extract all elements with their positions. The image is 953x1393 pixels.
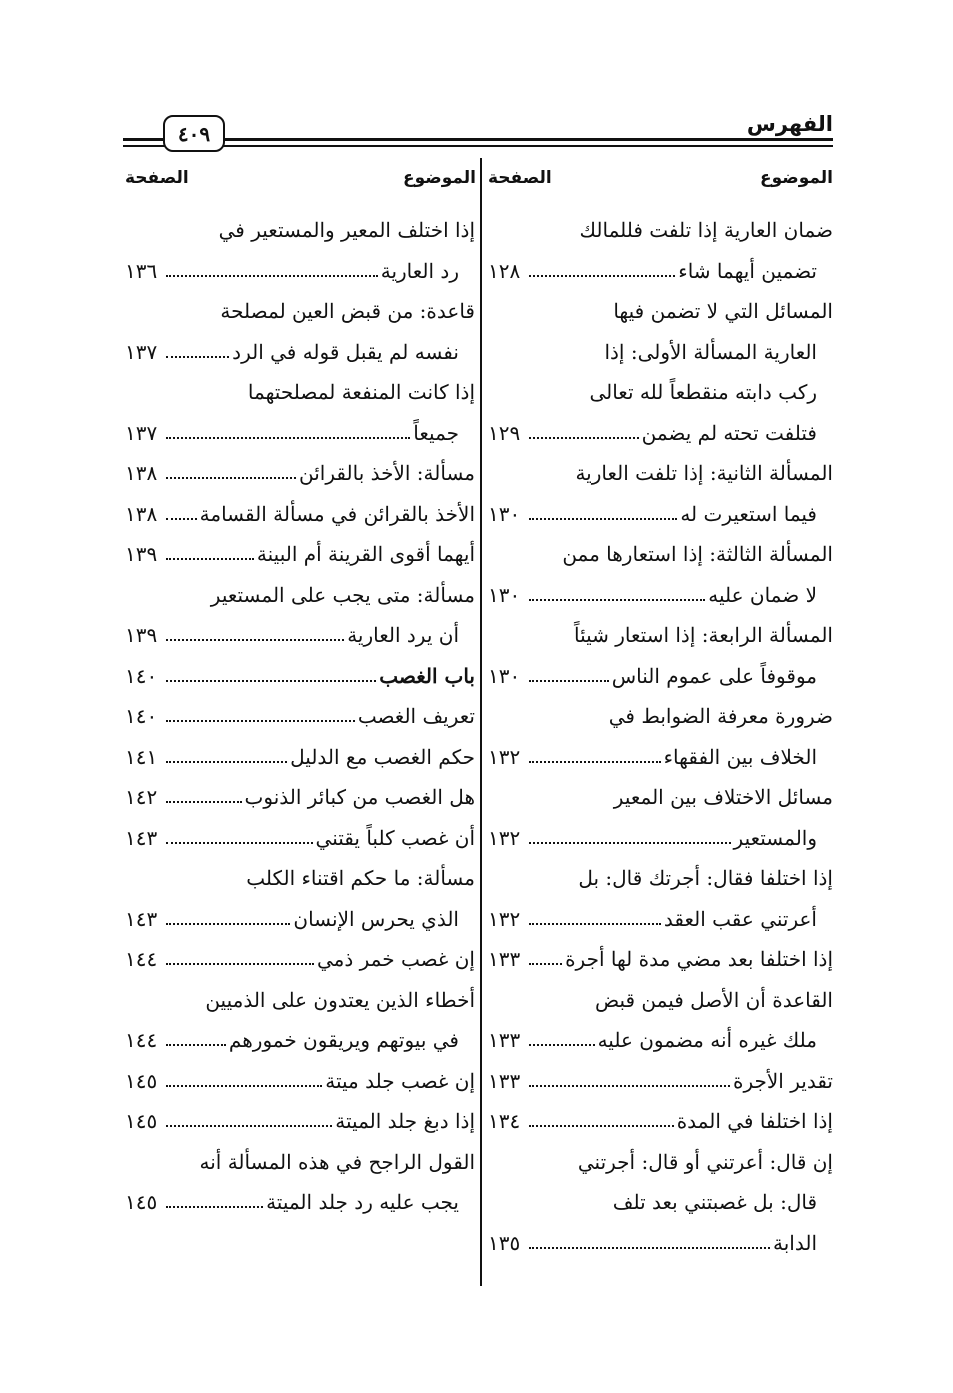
dot-leader — [529, 680, 609, 682]
entry-page-number: ١٣٣ — [488, 1028, 521, 1052]
dot-leader — [529, 275, 675, 277]
dot-leader — [166, 923, 290, 925]
entry-text: مسألة: الأخذ بالقرائن — [299, 461, 475, 485]
dot-leader — [529, 1085, 730, 1087]
entry-text: المسألة الثانية: إذا تلفت العارية — [575, 461, 833, 485]
dot-leader — [166, 275, 378, 277]
entry-text: ضرورة معرفة الضوابط في — [608, 704, 833, 728]
index-entry — [125, 494, 475, 535]
entry-text: إن غصب خمر ذمي — [316, 947, 475, 971]
entry-text: القاعدة أن الأصل فيمن قبض — [594, 987, 833, 1012]
left-topic-header: الموضوع — [403, 168, 476, 188]
entry-page-number: ١٣٢ — [488, 906, 521, 931]
index-entry — [488, 980, 833, 1061]
entry-text: والمستعير — [733, 825, 817, 850]
entry-text: تعريف الغصب — [357, 704, 475, 728]
entry-page-number: ١٣٢ — [488, 744, 521, 769]
index-entry — [125, 818, 475, 859]
entry-text: قاعدة: من قبض العين لمصلحة — [220, 299, 475, 323]
entry-text: إن غصب جلد ميتة — [325, 1068, 475, 1093]
entry-text: جميعاً — [413, 420, 459, 445]
index-title: الفهرس — [746, 112, 833, 136]
dot-leader — [166, 761, 287, 763]
entry-text: المسألة الثالثة: إذا استعارها ممن — [562, 542, 833, 566]
entry-text: في بيوتهم ويريقون خمورهم — [228, 1028, 459, 1052]
index-entry — [488, 615, 833, 696]
entry-text: ملك غيره أنه مضمون عليه — [597, 1028, 817, 1052]
dot-leader — [166, 356, 229, 358]
index-entry — [488, 453, 833, 534]
entry-text: مسائل الاختلاف بين المعير — [613, 785, 833, 809]
entry-text: إذا اختلفا في المدة — [676, 1109, 833, 1133]
entry-page-number: ١٣٦ — [125, 258, 158, 283]
entry-page-number: ١٣٤ — [488, 1109, 521, 1133]
entry-text: المسائل التي لا تضمن فيها — [613, 299, 833, 323]
entry-text: تقدير الأجرة — [733, 1068, 833, 1093]
dot-leader — [166, 842, 313, 844]
entry-page-number: ١٢٩ — [488, 420, 521, 445]
entry-page-number: ١٤٣ — [125, 825, 158, 850]
entry-text: إذا دبغ جلد الميتة — [335, 1109, 475, 1133]
entry-page-number: ١٢٨ — [488, 258, 521, 283]
page-number: ٤٠٩ — [163, 115, 225, 152]
dot-leader — [166, 680, 376, 682]
dot-leader — [529, 437, 639, 439]
entry-text: إن قال: أعرتني أو قال: أجرتني — [577, 1149, 833, 1174]
entry-text: فيما استعيرت له — [680, 501, 817, 526]
index-entry — [125, 1061, 475, 1102]
entry-page-number: ١٤٤ — [125, 1028, 158, 1052]
entry-page-number: ١٣٠ — [488, 501, 521, 526]
dot-leader — [166, 639, 344, 641]
right-page-header: الصفحة — [488, 168, 552, 188]
index-entry — [488, 291, 833, 453]
dot-leader — [166, 801, 242, 803]
dot-leader — [166, 437, 410, 439]
index-entry — [125, 939, 475, 980]
index-entry — [125, 696, 475, 737]
entry-text: إذا اختلفا بعد مضي مدة لها أجرة — [565, 947, 833, 971]
entry-page-number: ١٤٠ — [125, 704, 158, 728]
entry-page-number: ١٤٠ — [125, 663, 158, 688]
entry-text: فتلفت تحته لم يضمن — [641, 420, 817, 445]
index-entry — [125, 777, 475, 818]
entry-text: لا ضمان عليه — [708, 582, 817, 607]
index-entry — [125, 1142, 475, 1223]
entry-page-number: ١٤١ — [125, 744, 158, 769]
dot-leader — [166, 477, 296, 479]
entry-text: إذا اختلفا فقال: أجرتك قال: بل — [578, 866, 833, 890]
entry-text: إذا كانت المنفعة لمصلحتهما — [247, 380, 475, 404]
dot-leader — [529, 761, 661, 763]
dot-leader — [166, 963, 314, 965]
index-entry — [488, 777, 833, 858]
index-entry — [125, 656, 475, 697]
index-entry — [125, 980, 475, 1061]
entry-text: أيهما أقوى القرينة أم البينة — [256, 542, 475, 566]
entry-text: هل الغصب من كبائر الذنوب — [244, 785, 475, 809]
dot-leader — [529, 1044, 595, 1046]
dot-leader — [166, 1206, 263, 1208]
dot-leader — [166, 558, 254, 560]
entry-text: أن يرد العارية — [347, 623, 459, 647]
entry-text: موقوفاً على عموم الناس — [611, 663, 817, 688]
entry-text: الذي يحرس الإنسان — [293, 906, 459, 931]
entry-text: باب الغصب — [379, 663, 475, 688]
index-entry — [488, 696, 833, 777]
dot-leader — [529, 599, 705, 601]
index-entry — [488, 210, 833, 291]
dot-leader — [166, 1125, 332, 1127]
entry-page-number: ١٣٢ — [488, 825, 521, 850]
entry-page-number: ١٣٩ — [125, 542, 158, 566]
dot-leader — [529, 963, 562, 965]
header-rule-top — [123, 138, 833, 141]
entry-text: الدابة — [773, 1230, 817, 1255]
entry-text: أن غصب كلباً يقتني — [315, 825, 475, 850]
entry-page-number: ١٣٠ — [488, 663, 521, 688]
entry-text: حكم الغصب مع الدليل — [290, 744, 475, 769]
dot-leader — [166, 720, 355, 722]
index-entry — [125, 534, 475, 575]
entry-text: قال: بل غصبتني بعد تلف — [612, 1190, 817, 1214]
entry-text: أعرتني عقب العقد — [663, 906, 817, 931]
entry-text: ضمان العارية إذا تلفت فللمالك — [579, 218, 833, 242]
entry-text: أخطاء الذين يعتدون على الذميين — [205, 987, 475, 1012]
entry-page-number: ١٣٠ — [488, 582, 521, 607]
entry-page-number: ١٤٥ — [125, 1190, 158, 1214]
entry-text: ركب دابته منقطعاً لله تعالى — [589, 380, 817, 404]
entry-text: يجب عليه رد جلد الميتة — [266, 1190, 459, 1214]
entry-text: المسألة الرابعة: إذا استعار شيئاً — [573, 623, 833, 647]
index-entry — [125, 372, 475, 453]
dot-leader — [166, 1085, 322, 1087]
index-entry — [488, 1142, 833, 1264]
entry-text: مسألة: ما حكم اقتناء الكلب — [246, 866, 475, 890]
dot-leader — [529, 518, 677, 520]
entry-page-number: ١٣٨ — [125, 501, 158, 526]
index-entry — [488, 534, 833, 615]
index-entry — [125, 1101, 475, 1142]
index-entry — [488, 1101, 833, 1142]
right-index-column — [488, 210, 833, 1263]
header-rule-bottom — [123, 145, 833, 147]
dot-leader — [166, 1044, 226, 1046]
column-divider — [480, 158, 482, 1286]
entry-page-number: ١٣٩ — [125, 623, 158, 647]
index-entry — [488, 858, 833, 939]
left-page-header: الصفحة — [125, 168, 189, 188]
entry-text: مسألة: متى يجب على المستعير — [210, 582, 475, 607]
entry-page-number: ١٣٣ — [488, 1068, 521, 1093]
entry-text: رد العارية — [380, 258, 459, 283]
entry-text: تضمين أيهما شاء — [678, 258, 817, 283]
entry-page-number: ١٤٤ — [125, 947, 158, 971]
dot-leader — [166, 518, 197, 520]
index-entry — [125, 291, 475, 372]
dot-leader — [529, 1125, 674, 1127]
entry-page-number: ١٣٧ — [125, 339, 158, 364]
index-entry — [488, 939, 833, 980]
index-entry — [125, 453, 475, 494]
entry-page-number: ١٣٥ — [488, 1230, 521, 1255]
right-topic-header: الموضوع — [760, 168, 833, 188]
left-index-column — [125, 210, 475, 1223]
entry-page-number: ١٣٣ — [488, 947, 521, 971]
index-entry — [488, 1061, 833, 1102]
entry-page-number: ١٣٧ — [125, 420, 158, 445]
entry-text: الخلاف بين الفقهاء — [663, 744, 817, 769]
entry-text: نفسه لم يقبل قوله في الرد — [232, 339, 459, 364]
index-entry — [125, 210, 475, 291]
dot-leader — [529, 842, 731, 844]
entry-text: القول الراجح في هذه المسألة أنه — [199, 1149, 475, 1174]
entry-text: إذا اختلف المعير والمستعير في — [218, 218, 475, 242]
dot-leader — [529, 1247, 770, 1249]
entry-page-number: ١٤٥ — [125, 1109, 158, 1133]
entry-page-number: ١٣٨ — [125, 461, 158, 485]
entry-page-number: ١٤٣ — [125, 906, 158, 931]
dot-leader — [529, 923, 661, 925]
index-entry — [125, 575, 475, 656]
index-entry — [125, 858, 475, 939]
entry-page-number: ١٤٥ — [125, 1068, 158, 1093]
entry-page-number: ١٤٢ — [125, 785, 158, 809]
index-entry — [125, 737, 475, 778]
entry-text: العارية المسألة الأولى: إذا — [604, 339, 817, 364]
entry-text: الأخذ بالقرائن في مسألة القسامة — [199, 501, 475, 526]
